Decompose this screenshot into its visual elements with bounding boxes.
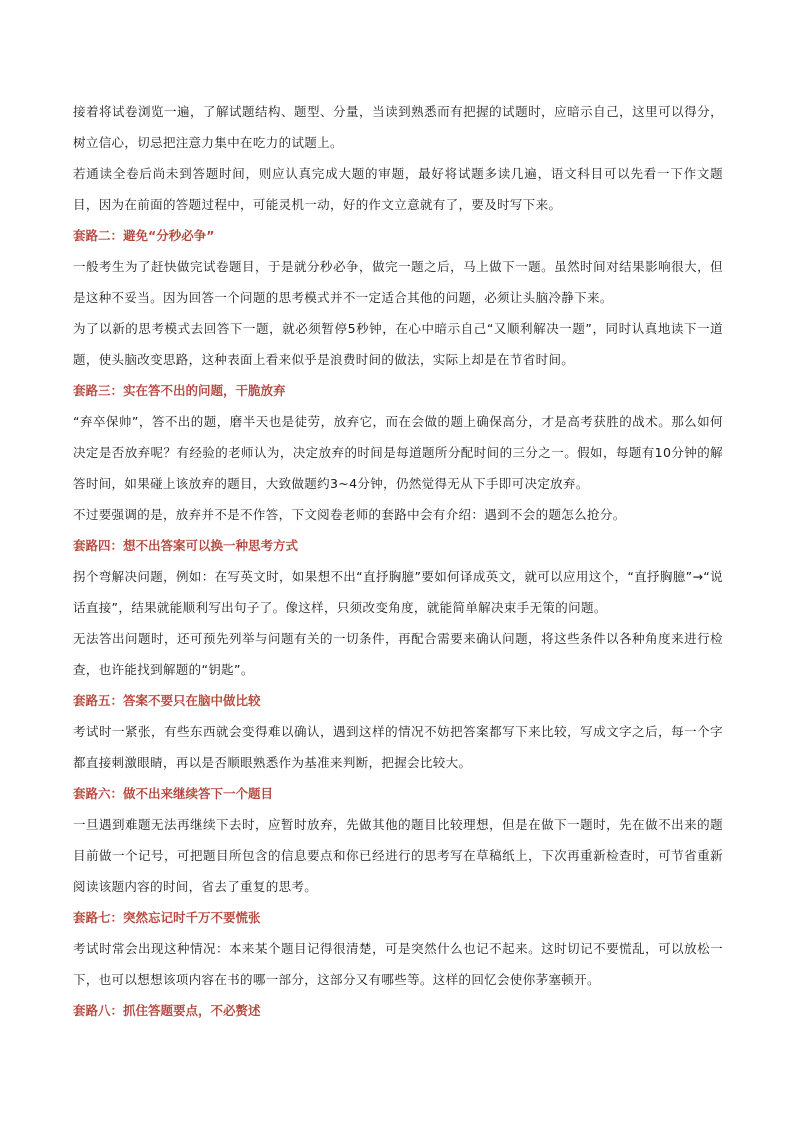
section-heading-7: 套路七：突然忘记时千万不要慌张 bbox=[73, 910, 261, 925]
section-3-paragraph-2: 不过要强调的是，放弃并不是不作答，下文阅卷老师的套路中会有介绍：遇到不会的题怎么抢分。 bbox=[73, 507, 626, 522]
section-heading-4: 套路四：想不出答案可以换一种思考方式 bbox=[73, 538, 299, 553]
section-5-paragraph-1: 考试时一紧张，有些东西就会变得难以确认，遇到这样的情况不妨把答案都写下来比较，写成文字之后，每一个字都直接刺激眼睛，再以是否顺眼熟悉作为基准来判断，把握会比较大。 bbox=[73, 724, 723, 770]
document-body bbox=[73, 96, 723, 1026]
section-3-paragraph-1: “弃卒保帅”，答不出的题，磨半天也是徒劳，放弃它，而在会做的题上确保高分，才是高考获胜的战术。那么如何决定是否放弃呢？有经验的老师认为，决定放弃的时间是每道题所分配时间的三分之一。假如，每题有10分钟的解答时间，如果碰上该放弃的题目，大致做题约3~4分钟，仍然觉得无从下手即可决定放弃。 bbox=[73, 414, 723, 491]
section-heading-6: 套路六：做不出来继续答下一个题目 bbox=[73, 786, 274, 801]
section-heading-8: 套路八：抓住答题要点，不必赘述 bbox=[73, 1003, 261, 1018]
section-heading-2: 套路二：避免“分秒必争” bbox=[73, 228, 215, 243]
section-2-paragraph-2: 为了以新的思考模式去回答下一题，就必须暂停5秒钟，在心中暗示自己“又顺利解决一题”，同时认真地读下一道题，使头脑改变思路，这种表面上看来似乎是浪费时间的做法，实际上却是在节省时间。 bbox=[73, 321, 723, 367]
section-2-paragraph-1: 一般考生为了赶快做完试卷题目，于是就分秒必争，做完一题之后，马上做下一题。虽然时间对结果影响很大，但是这种不妥当。因为回答一个问题的思考模式并不一定适合其他的问题，必须让头脑冷静下来。 bbox=[73, 259, 723, 305]
section-4-paragraph-1: 拐个弯解决问题，例如：在写英文时，如果想不出“直抒胸臆”要如何译成英文，就可以应用这个，“直抒胸臆”→“说话直接”，结果就能顺利写出句子了。像这样，只须改变角度，就能简单解决束手无策的问题。 bbox=[73, 569, 723, 615]
intro-paragraph-1: 接着将试卷浏览一遍，了解试题结构、题型、分量，当读到熟悉而有把握的试题时，应暗示自己，这里可以得分，树立信心，切忌把注意力集中在吃力的试题上。 bbox=[73, 104, 723, 150]
section-heading-5: 套路五：答案不要只在脑中做比较 bbox=[73, 693, 261, 708]
section-heading-3: 套路三：实在答不出的问题，干脆放弃 bbox=[73, 383, 286, 398]
intro-paragraph-2: 若通读全卷后尚未到答题时间，则应认真完成大题的审题，最好将试题多读几遍，语文科目可以先看一下作文题目，因为在前面的答题过程中，可能灵机一动，好的作文立意就有了，要及时写下来。 bbox=[73, 166, 723, 212]
section-6-paragraph-1: 一旦遇到难题无法再继续下去时，应暂时放弃，先做其他的题目比较理想，但是在做下一题时，先在做不出来的题目前做一个记号，可把题目所包含的信息要点和你已经进行的思考写在草稿纸上，下次再重新检查时，可节省重新阅读该题内容的时间，省去了重复的思考。 bbox=[73, 817, 723, 894]
section-4-paragraph-2: 无法答出问题时，还可预先列举与问题有关的一切条件，再配合需要来确认问题，将这些条件以各种角度来进行检查，也许能找到解题的“钥匙”。 bbox=[73, 631, 723, 677]
section-7-paragraph-1: 考试时常会出现这种情况：本来某个题目记得很清楚，可是突然什么也记不起来。这时切记不要慌乱，可以放松一下，也可以想想该项内容在书的哪一部分，这部分又有哪些等。这样的回忆会使你茅塞顿开。 bbox=[73, 941, 723, 987]
